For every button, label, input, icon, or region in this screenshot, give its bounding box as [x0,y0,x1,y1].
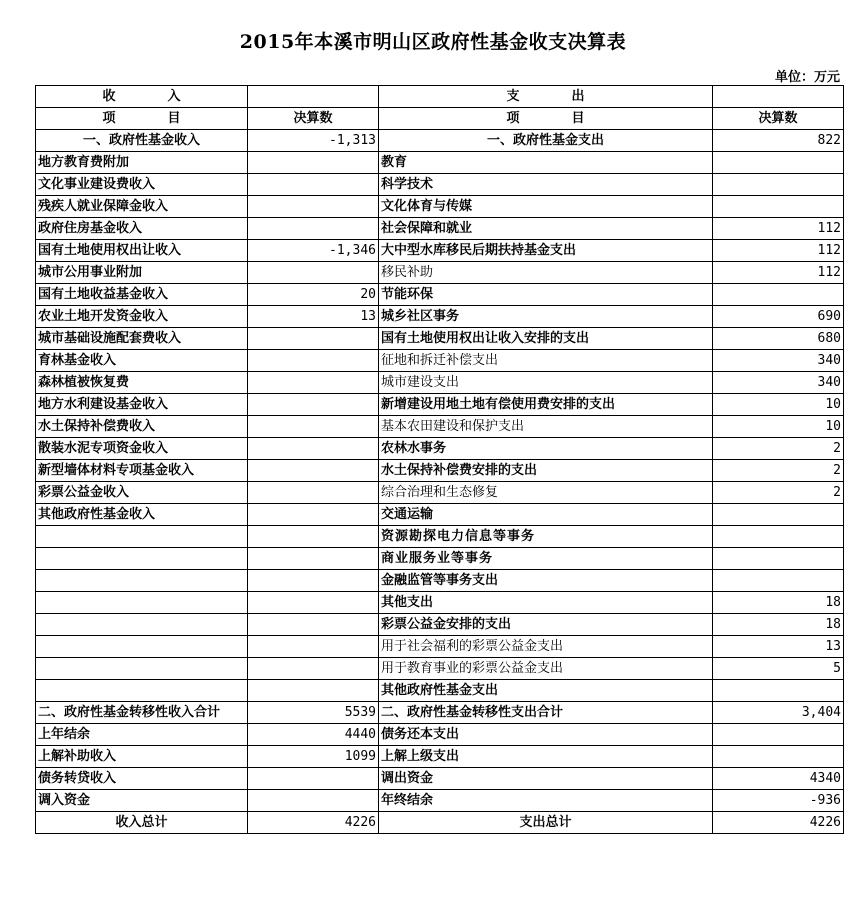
expense-item-cell: 教育 [379,152,713,174]
expense-item-cell: 征地和拆迁补偿支出 [379,350,713,372]
income-amount-cell [248,636,379,658]
income-amount-cell [248,394,379,416]
expense-item-cell: 综合治理和生态修复 [379,482,713,504]
expense-amount-cell: -936 [713,790,844,812]
table-row [36,152,844,174]
income-amount-cell [248,416,379,438]
expense-header: 支 出 [379,86,713,108]
expense-item-cell: 调出资金 [379,768,713,790]
expense-amount-cell [713,196,844,218]
income-item-cell: 调入资金 [36,790,248,812]
income-amount-cell [248,262,379,284]
income-amount-cell [248,218,379,240]
expense-item-cell: 用于教育事业的彩票公益金支出 [379,658,713,680]
table-row [36,658,844,680]
expense-item-cell: 城乡社区事务 [379,306,713,328]
header-row-section [36,86,844,108]
income-amount-cell [248,592,379,614]
expense-amount-cell: 340 [713,350,844,372]
income-item-cell: 森林植被恢复费 [36,372,248,394]
expense-amount-cell: 2 [713,482,844,504]
table-row [36,790,844,812]
income-amount-cell [248,790,379,812]
expense-item-cell: 其他政府性基金支出 [379,680,713,702]
income-item-cell: 文化事业建设费收入 [36,174,248,196]
income-amount-cell [248,438,379,460]
income-item-cell: 彩票公益金收入 [36,482,248,504]
income-amount-cell: -1,346 [248,240,379,262]
table-row [36,240,844,262]
income-item-cell: 地方水利建设基金收入 [36,394,248,416]
table-row [36,262,844,284]
income-item-cell: 债务转贷收入 [36,768,248,790]
income-amount-cell [248,548,379,570]
expense-item-cell: 交通运输 [379,504,713,526]
table-row [36,702,844,724]
income-item-cell: 新型墙体材料专项基金收入 [36,460,248,482]
expense-amount-cell [713,152,844,174]
expense-amount-cell: 4340 [713,768,844,790]
income-item-cell: 收入总计 [36,812,248,834]
table-row [36,130,844,152]
budget-table [35,85,844,834]
table-row [36,680,844,702]
expense-item-cell: 移民补助 [379,262,713,284]
income-amount-cell: -1,313 [248,130,379,152]
expense-amount-cell: 5 [713,658,844,680]
table-row [36,438,844,460]
income-item-cell: 国有土地收益基金收入 [36,284,248,306]
header-row-columns [36,108,844,130]
table-row [36,196,844,218]
expense-amount-cell: 680 [713,328,844,350]
expense-amount-cell: 340 [713,372,844,394]
table-row [36,636,844,658]
table-row [36,460,844,482]
expense-item-cell: 彩票公益金安排的支出 [379,614,713,636]
income-amount-cell [248,152,379,174]
income-amount-cell [248,768,379,790]
expense-amount-cell [713,724,844,746]
table-row [36,724,844,746]
expense-amount-cell: 822 [713,130,844,152]
income-amount-cell [248,196,379,218]
income-amount-cell: 20 [248,284,379,306]
expense-item-cell: 水土保持补偿费安排的支出 [379,460,713,482]
table-row [36,394,844,416]
table-row [36,328,844,350]
expense-amount-cell: 690 [713,306,844,328]
income-item-cell: 其他政府性基金收入 [36,504,248,526]
expense-item-cell: 基本农田建设和保护支出 [379,416,713,438]
expense-item-cell: 农林水事务 [379,438,713,460]
table-row [36,592,844,614]
expense-item-cell: 用于社会福利的彩票公益金支出 [379,636,713,658]
table-row [36,570,844,592]
income-item-cell: 散装水泥专项资金收入 [36,438,248,460]
table-row [36,482,844,504]
expense-amount-cell: 10 [713,394,844,416]
income-item-cell [36,592,248,614]
expense-amount-cell [713,526,844,548]
expense-amount-cell [713,284,844,306]
expense-item-cell: 节能环保 [379,284,713,306]
income-item-cell [36,636,248,658]
expense-item-cell: 新增建设用地土地有偿使用费安排的支出 [379,394,713,416]
expense-item-cell: 债务还本支出 [379,724,713,746]
income-amount-cell [248,526,379,548]
expense-item-cell: 金融监管等事务支出 [379,570,713,592]
income-item-cell: 上解补助收入 [36,746,248,768]
table-row [36,416,844,438]
expense-amount-cell: 18 [713,614,844,636]
income-amount-cell [248,658,379,680]
expense-amount-cell [713,680,844,702]
income-amount-cell [248,504,379,526]
income-item-header: 项 目 [36,108,248,130]
expense-item-cell: 其他支出 [379,592,713,614]
income-amount-cell: 4226 [248,812,379,834]
table-row [36,174,844,196]
table-row [36,306,844,328]
table-row [36,284,844,306]
income-item-cell: 城市公用事业附加 [36,262,248,284]
income-item-cell: 城市基础设施配套费收入 [36,328,248,350]
report-title: 2015年本溪市明山区政府性基金收支决算表 [239,31,627,53]
income-amount-cell [248,372,379,394]
expense-amount-cell: 2 [713,460,844,482]
expense-item-cell: 资源勘探电力信息等事务 [379,526,713,548]
table-row [36,614,844,636]
income-amount-cell [248,328,379,350]
table-row [36,372,844,394]
table-row [36,350,844,372]
expense-amount-cell: 2 [713,438,844,460]
expense-item-cell: 大中型水库移民后期扶持基金支出 [379,240,713,262]
expense-item-cell: 支出总计 [379,812,713,834]
header-blank [248,86,379,108]
table-row [36,548,844,570]
expense-item-cell: 社会保障和就业 [379,218,713,240]
income-amount-cell [248,460,379,482]
income-amount-cell: 13 [248,306,379,328]
table-row [36,504,844,526]
expense-item-cell: 科学技术 [379,174,713,196]
expense-amount-cell [713,746,844,768]
table-row [36,746,844,768]
income-amount-cell: 1099 [248,746,379,768]
expense-item-cell: 二、政府性基金转移性支出合计 [379,702,713,724]
income-item-cell: 水土保持补偿费收入 [36,416,248,438]
income-item-cell: 上年结余 [36,724,248,746]
expense-amount-cell: 112 [713,240,844,262]
expense-amount-cell [713,504,844,526]
income-amount-cell [248,680,379,702]
expense-amount-cell: 4226 [713,812,844,834]
income-amount-cell [248,570,379,592]
expense-amount-cell: 13 [713,636,844,658]
income-amount-cell [248,482,379,504]
expense-amount-cell: 10 [713,416,844,438]
income-item-cell: 国有土地使用权出让收入 [36,240,248,262]
table-row [36,218,844,240]
income-item-cell: 地方教育费附加 [36,152,248,174]
income-item-cell [36,548,248,570]
table-row [36,768,844,790]
income-item-cell [36,658,248,680]
expense-item-cell: 一、政府性基金支出 [379,130,713,152]
unit-label: 单位：万元 [774,70,840,85]
expense-amount-header: 决算数 [713,108,844,130]
income-amount-header: 决算数 [248,108,379,130]
expense-amount-cell: 3,404 [713,702,844,724]
expense-item-cell: 商业服务业等事务 [379,548,713,570]
expense-amount-cell: 112 [713,262,844,284]
income-amount-cell: 5539 [248,702,379,724]
income-amount-cell [248,614,379,636]
income-item-cell: 残疾人就业保障金收入 [36,196,248,218]
expense-amount-cell [713,174,844,196]
income-item-cell [36,570,248,592]
income-item-cell: 农业土地开发资金收入 [36,306,248,328]
income-item-cell [36,526,248,548]
income-amount-cell [248,350,379,372]
income-amount-cell [248,174,379,196]
expense-item-cell: 上解上级支出 [379,746,713,768]
expense-item-cell: 文化体育与传媒 [379,196,713,218]
expense-item-cell: 城市建设支出 [379,372,713,394]
income-item-cell [36,614,248,636]
expense-item-header: 项 目 [379,108,713,130]
header-blank [713,86,844,108]
expense-amount-cell [713,570,844,592]
expense-item-cell: 年终结余 [379,790,713,812]
expense-amount-cell [713,548,844,570]
income-header: 收 入 [36,86,248,108]
table-row [36,526,844,548]
income-amount-cell: 4440 [248,724,379,746]
income-item-cell: 政府住房基金收入 [36,218,248,240]
expense-amount-cell: 112 [713,218,844,240]
table-row [36,812,844,834]
expense-amount-cell: 18 [713,592,844,614]
income-item-cell [36,680,248,702]
income-item-cell: 二、政府性基金转移性收入合计 [36,702,248,724]
income-item-cell: 育林基金收入 [36,350,248,372]
expense-item-cell: 国有土地使用权出让收入安排的支出 [379,328,713,350]
income-item-cell: 一、政府性基金收入 [36,130,248,152]
